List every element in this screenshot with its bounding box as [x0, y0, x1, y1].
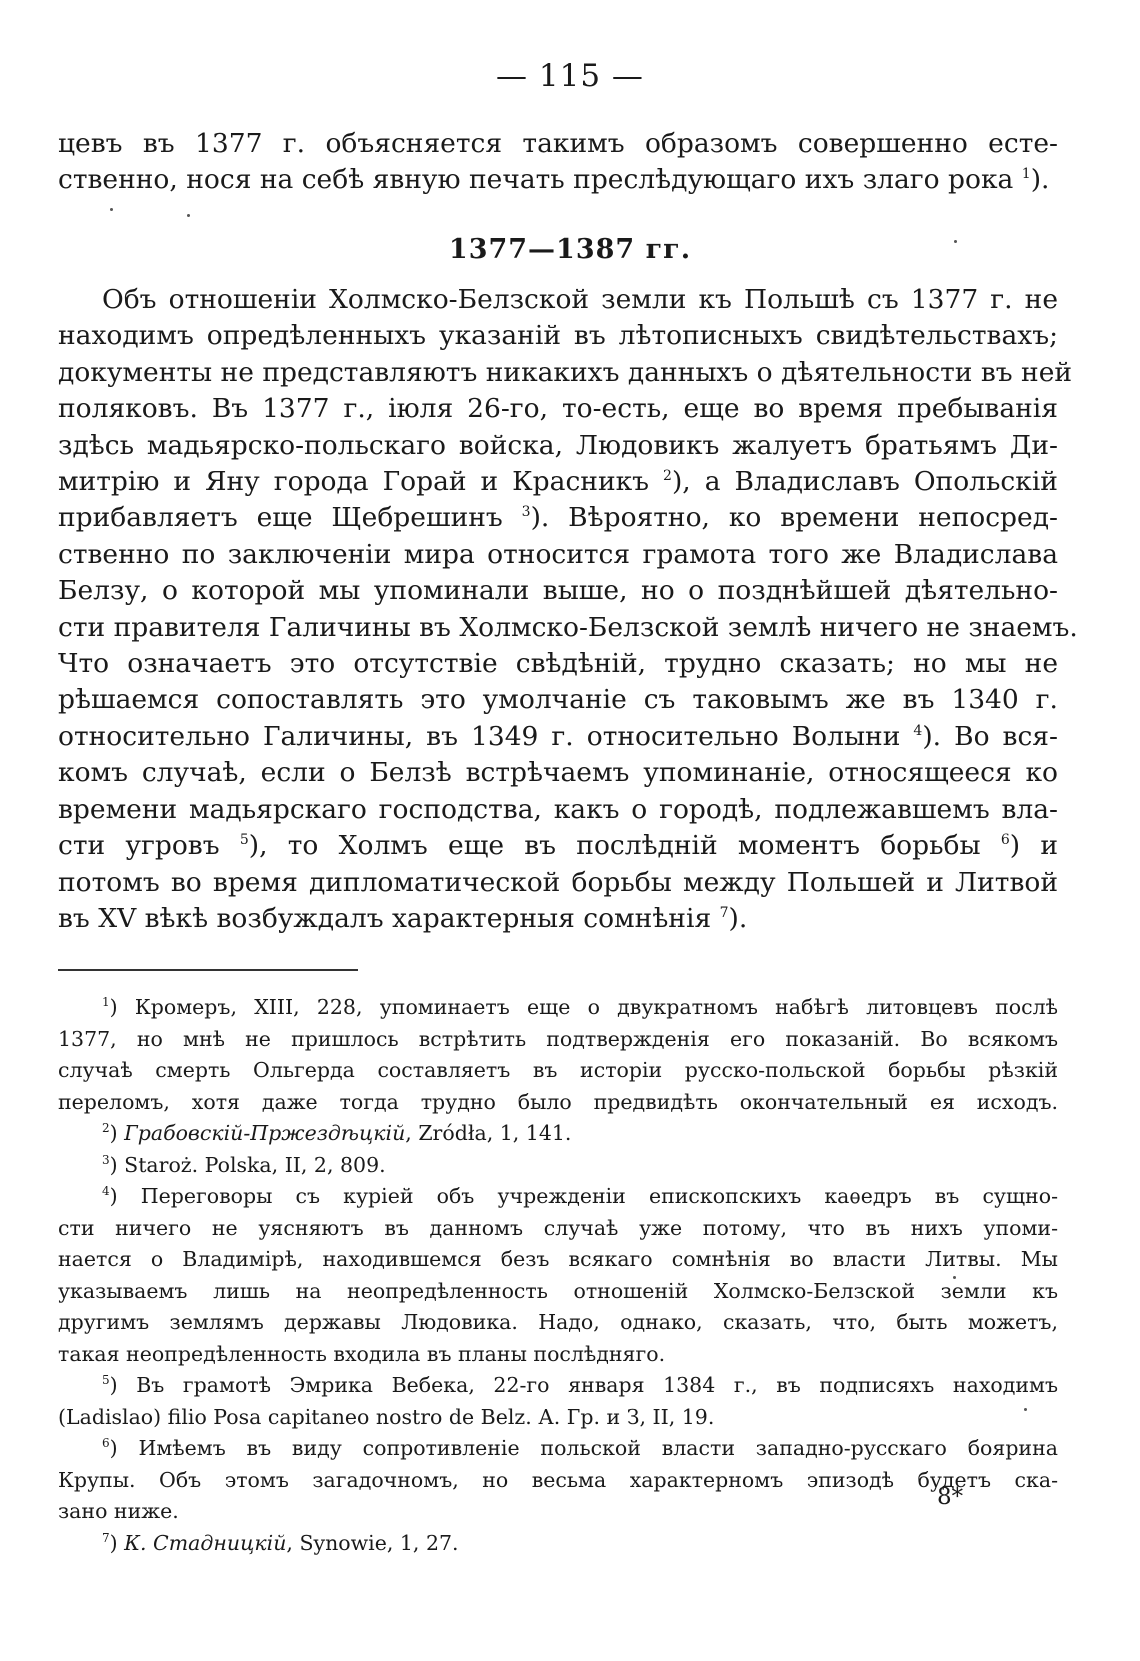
footnote-line: такая неопредѣленность входила въ планы послѣдняго. [58, 1341, 666, 1366]
footnote-3 [58, 1150, 1058, 1182]
footnote-mark: 2 [102, 1121, 110, 1136]
footnote-ref[interactable]: 7 [719, 905, 729, 922]
text-line: Белзу, о которой мы упоминали выше, но о позднѣйшей дѣятельно- [58, 575, 1058, 607]
text-span: , Synowie, 1, 27. [286, 1530, 459, 1555]
text-line: комъ случаѣ, если о Белзѣ встрѣчаемъ упоминаніе, относящееся ко [58, 757, 1058, 789]
text-span: ) [109, 1530, 125, 1555]
footnote-line: случаѣ смерть Ольгерда составляетъ въ исторіи русско-польской борьбы рѣзкій [58, 1058, 1058, 1082]
footnote-ref[interactable]: 4 [913, 723, 923, 740]
footnote-4 [58, 1181, 1058, 1370]
footnote-ref[interactable]: 1 [1021, 166, 1031, 183]
ink-speck [1024, 1408, 1027, 1411]
footnote-ref[interactable]: 2 [663, 468, 672, 485]
footnote-line: переломъ, хотя даже тогда трудно было предвидѣть окончательный ея исходъ. [58, 1089, 1058, 1114]
text-line [58, 464, 1058, 500]
footnote-line: зано ниже. [58, 1499, 179, 1523]
text-line [58, 901, 1058, 937]
footnote-line [58, 1370, 1058, 1402]
text-span: ). [1030, 164, 1050, 196]
ink-speck [953, 1276, 956, 1279]
page-number: — 115 — [496, 58, 644, 94]
carryover-text [58, 126, 1058, 199]
ink-speck [110, 208, 113, 211]
signature-mark: 8* [937, 1484, 964, 1510]
text-line: поляковъ. Въ 1377 г., іюля 26-го, то-есть, еще во время пребыванія [58, 393, 1058, 425]
footnote-line: Крупы. Объ этомъ загадочномъ, но весьма характерномъ эпизодѣ будетъ ска- [58, 1467, 1058, 1492]
footnote-mark: 3 [102, 1152, 110, 1167]
text-line [58, 719, 1058, 755]
footnote-ref[interactable]: 6 [1000, 832, 1010, 849]
footnote-mark: 6 [102, 1436, 110, 1451]
text-span: митрію и Яну города Горай и Красникъ [58, 466, 650, 498]
footnote-divider [58, 969, 358, 971]
text-line: ственно по заключеніи мира относится грамота того же Владислава [58, 538, 1058, 570]
footnote-mark: 7 [102, 1530, 110, 1545]
footnote-line: другимъ землямъ державы Людовика. Надо, однако, сказать, что, быть можетъ, [58, 1310, 1058, 1334]
ink-speck [187, 214, 190, 217]
footnote-line: указываемъ лишь на неопредѣленность отношеній Холмско-Белзской земли къ [58, 1278, 1058, 1303]
text-span: относительно Галичины, въ 1349 г. относительно Волыни [58, 720, 901, 752]
footnote-2 [58, 1118, 1058, 1150]
text-span: ) Кромеръ, XIII, 228, упоминаетъ еще о двукратномъ набѣгѣ литовцевъ послѣ [109, 995, 1058, 1019]
text-span: ), а Владиславъ Опольскій [671, 466, 1058, 498]
footnote-line [58, 1433, 1058, 1465]
footnote-7 [58, 1528, 1058, 1560]
footnote-6 [58, 1433, 1058, 1528]
text-line: документы не представляютъ никакихъ данныхъ о дѣятельности въ ней [58, 356, 1073, 388]
text-span: , Zródła, 1, 141. [405, 1121, 572, 1145]
footnote-line [58, 1181, 1058, 1213]
text-line [58, 828, 1058, 864]
main-paragraph [58, 282, 1078, 937]
footnote-ref[interactable]: 5 [239, 832, 249, 849]
text-line: Объ отношеніи Холмско-Белзской земли къ Польшѣ съ 1377 г. не [102, 284, 1058, 315]
footnote-mark: 4 [102, 1184, 110, 1199]
text-line: сти правителя Галичины въ Холмско-Белзской землѣ ничего не знаемъ. [58, 611, 1078, 643]
footnote-line: (Ladislao) filio Posa capitaneo nostro de Belz. А. Гр. и З, II, 19. [58, 1404, 715, 1429]
text-span: ) [109, 1121, 125, 1145]
text-span: ственно, нося на себѣ явную печать преслѣдующаго ихъ злаго рока [58, 164, 1014, 196]
text-span: ) Имѣемъ въ виду сопротивленіе польской власти западно-русскаго боярина [109, 1436, 1058, 1460]
footnote-ref[interactable]: 3 [521, 504, 531, 521]
footnote-line: 1377, но мнѣ не пришлось встрѣтить подтвержденія его показаній. Во всякомъ [58, 1026, 1058, 1051]
footnote-line: сти ничего не уясняютъ въ данномъ случаѣ уже потому, что въ нихъ упоми- [58, 1215, 1058, 1240]
text-line: рѣшаемся сопоставлять это умолчаніе съ таковымъ же въ 1340 г. [58, 684, 1058, 716]
text-line: здѣсь мадьярско-польскаго войска, Людовикъ жалуетъ братьямъ Ди- [58, 429, 1058, 461]
text-line [58, 500, 1058, 536]
author-name: К. Стадницкій [124, 1530, 287, 1555]
text-span: ). [728, 902, 748, 934]
text-span: ) Въ грамотѣ Эмрика Вебека, 22-го января 1384 г., въ подписяхъ находимъ [109, 1373, 1058, 1397]
text-line [58, 162, 1058, 198]
footnote-line: нается о Владимірѣ, находившемся безъ всякаго сомнѣнія во власти Литвы. Мы [58, 1247, 1058, 1271]
footnote-mark: 1 [102, 995, 110, 1010]
text-span: ) Переговоры съ куріей объ учрежденіи епископскихъ каѳедръ въ сущно- [109, 1184, 1058, 1208]
author-name: Грабовскій-Пржездѣцкій [124, 1121, 406, 1145]
footnote-5 [58, 1370, 1058, 1433]
text-line: потомъ во время дипломатической борьбы между Польшей и Литвой [58, 866, 1058, 898]
ink-speck [954, 240, 957, 243]
footnote-mark: 5 [102, 1373, 110, 1388]
footnote-line [58, 992, 1058, 1024]
text-line: цевъ въ 1377 г. объясняется такимъ образомъ совершенно есте- [58, 128, 1058, 159]
text-line: времени мадьярскаго господства, какъ о городѣ, подлежавшемъ вла- [58, 793, 1058, 825]
text-line: находимъ опредѣленныхъ указаній въ лѣтописныхъ свидѣтельствахъ; [58, 320, 1058, 352]
footnotes [58, 992, 1058, 1559]
text-span: ), то Холмъ еще въ послѣдній моментъ борьбы [248, 830, 981, 862]
section-heading: 1377—1387 гг. [448, 234, 692, 265]
text-span: ) Staroż. Polska, II, 2, 809. [109, 1152, 386, 1177]
text-span: ). Вѣроятно, ко времени непосред- [530, 502, 1058, 534]
text-line: Что означаетъ это отсутствіе свѣдѣній, трудно сказать; но мы не [58, 648, 1058, 680]
text-span: ) и [1009, 830, 1058, 862]
text-span: прибавляетъ еще Щебрешинъ [58, 502, 503, 534]
text-span: сти угровъ [58, 830, 220, 862]
footnote-1 [58, 992, 1058, 1118]
text-span: въ XV вѣкѣ возбуждалъ характерныя сомнѣнія [58, 902, 712, 934]
text-span: ). Во вся- [922, 720, 1058, 752]
